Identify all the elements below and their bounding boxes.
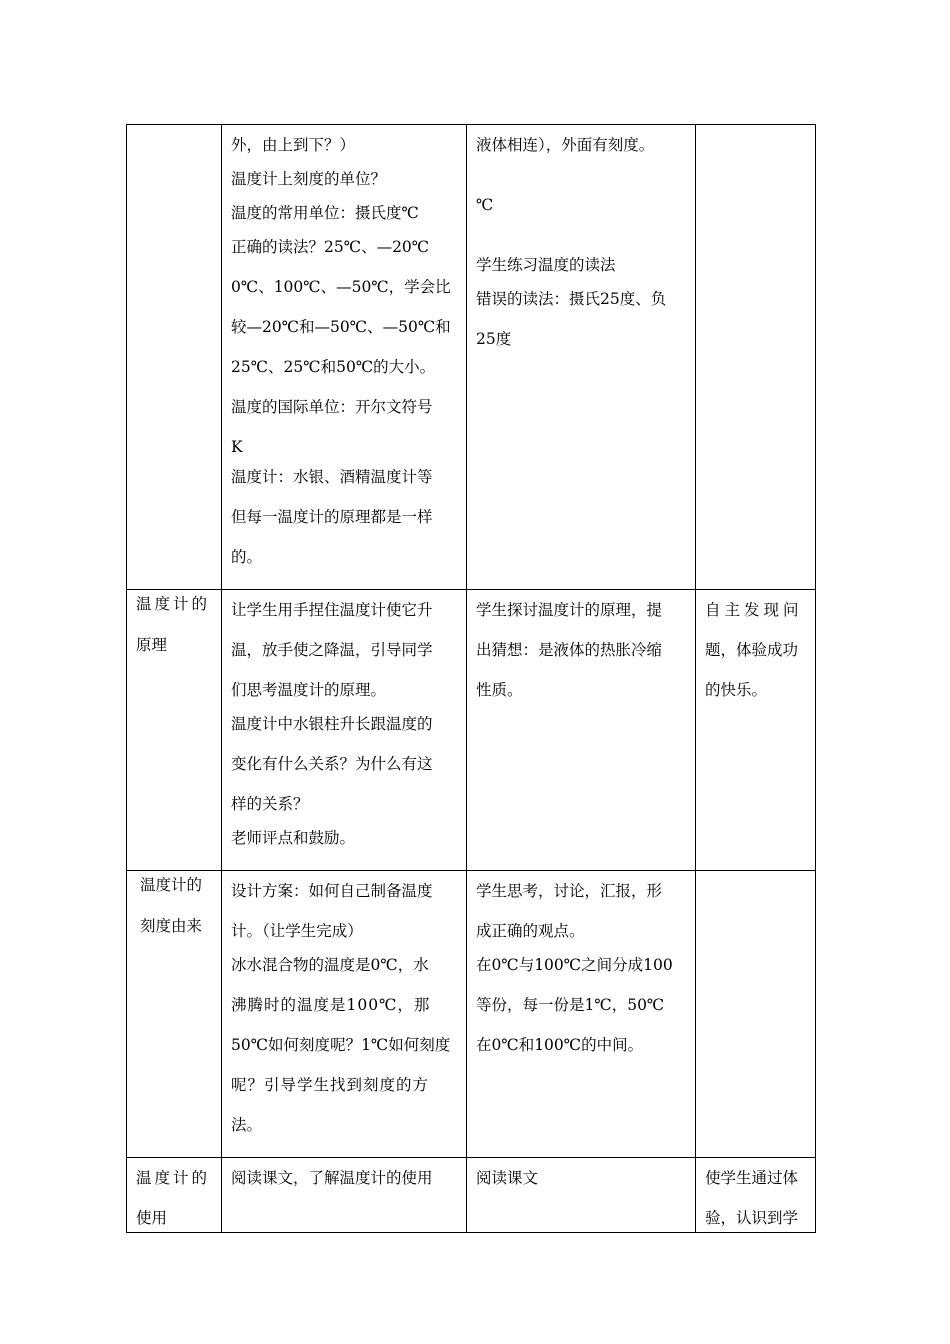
table-row	[127, 1158, 816, 1233]
table-row	[127, 125, 816, 590]
text-line: 温度计：水银、酒精温度计等	[231, 468, 433, 486]
text-line: 错误的读法：摄氏25度、负	[476, 290, 667, 308]
text-line: 温度计上刻度的单位？	[231, 170, 387, 188]
design-intent-cell	[696, 1158, 816, 1233]
stage-cell	[127, 590, 222, 871]
text-line: 验，认识到学	[705, 1209, 799, 1227]
lesson-plan-table	[126, 124, 816, 1233]
text-line: 温度的常用单位：摄氏度℃	[231, 204, 419, 222]
text-line: 学生练习温度的读法	[476, 256, 616, 274]
text-line: 温度计中水银柱升长跟温度的	[231, 715, 433, 733]
stage-cell	[127, 125, 222, 590]
text-line: 们思考温度计的原理。	[231, 681, 387, 699]
text-line: 计。（让学生完成）	[231, 922, 363, 940]
text-line: 正确的读法？25℃、—20℃	[231, 238, 430, 256]
text-line: 0℃、100℃、—50℃，学会比	[231, 278, 451, 296]
text-line: 较—20℃和—50℃、—50℃和	[231, 318, 451, 336]
text-line: 冰水混合物的温度是0℃，水	[231, 956, 429, 974]
text-line: 学生思考，讨论，汇报，形	[476, 882, 663, 900]
text-line: 阅读课文	[476, 1169, 539, 1187]
student-activity-cell	[467, 590, 696, 871]
text-line: 等份，每一份是1℃，50℃	[476, 996, 665, 1014]
text-line: 出猜想：是液体的热胀冷缩	[476, 641, 663, 659]
stage-label-line: 温度计的	[136, 595, 211, 613]
student-activity-cell	[467, 125, 696, 590]
text-line: 让学生用手捏住温度计使它升	[231, 601, 433, 619]
text-line: 25℃、25℃和50℃的大小。	[231, 358, 436, 376]
text-line: 样的关系？	[231, 795, 309, 813]
text-line: 阅读课文，了解温度计的使用	[231, 1169, 433, 1187]
text-line: 性质。	[476, 681, 523, 699]
text-line: 自主发现问	[705, 601, 803, 619]
teacher-activity-cell	[222, 590, 467, 871]
text-line: 沸腾时的温度是100℃，那	[231, 996, 431, 1014]
student-activity-cell	[467, 871, 696, 1158]
text-line: 设计方案：如何自己制备温度	[231, 882, 433, 900]
stage-label-line: 温度计的	[136, 1169, 211, 1187]
text-line: 成正确的观点。	[476, 922, 585, 940]
text-line: 50℃如何刻度呢？1℃如何刻度	[231, 1036, 451, 1054]
text-line: 老师评点和鼓励。	[231, 829, 356, 847]
stage-label-line: 原理	[136, 636, 168, 654]
stage-label-line: 温度计的	[140, 876, 203, 894]
table-row	[127, 871, 816, 1158]
text-line: 在0℃与100℃之间分成100	[476, 956, 673, 974]
text-line: ℃	[476, 196, 494, 214]
text-line: 外，由上到下？）	[231, 136, 356, 154]
text-line: 使学生通过体	[705, 1169, 799, 1187]
teacher-activity-cell	[222, 125, 467, 590]
table-row	[127, 590, 816, 871]
teacher-activity-cell	[222, 1158, 467, 1233]
student-activity-cell	[467, 1158, 696, 1233]
text-line: 温度的国际单位：开尔文符号	[231, 398, 433, 416]
stage-cell	[127, 1158, 222, 1233]
design-intent-cell	[696, 125, 816, 590]
stage-cell	[127, 871, 222, 1158]
text-line: 液体相连），外面有刻度。	[476, 136, 655, 154]
text-line: 的快乐。	[705, 681, 768, 699]
text-line: 在0℃和100℃的中间。	[476, 1036, 644, 1054]
text-line: 但每一温度计的原理都是一样	[231, 508, 433, 526]
text-line	[476, 231, 687, 251]
stage-label-line: 刻度由来	[140, 917, 203, 935]
text-line: 变化有什么关系？为什么有这	[231, 755, 433, 773]
text-line: 法。	[231, 1116, 263, 1134]
text-line: K	[231, 438, 243, 456]
text-line: 25度	[476, 330, 512, 348]
design-intent-cell	[696, 590, 816, 871]
text-line	[476, 171, 687, 191]
text-line: 温，放手使之降温，引导同学	[231, 641, 433, 659]
stage-label-line: 使用	[136, 1209, 168, 1227]
text-line: 呢？引导学生找到刻度的方	[231, 1076, 430, 1094]
text-line: 题，体验成功	[705, 641, 799, 659]
text-line: 学生探讨温度计的原理，提	[476, 601, 663, 619]
teacher-activity-cell	[222, 871, 467, 1158]
design-intent-cell	[696, 871, 816, 1158]
text-line: 的。	[231, 548, 263, 566]
